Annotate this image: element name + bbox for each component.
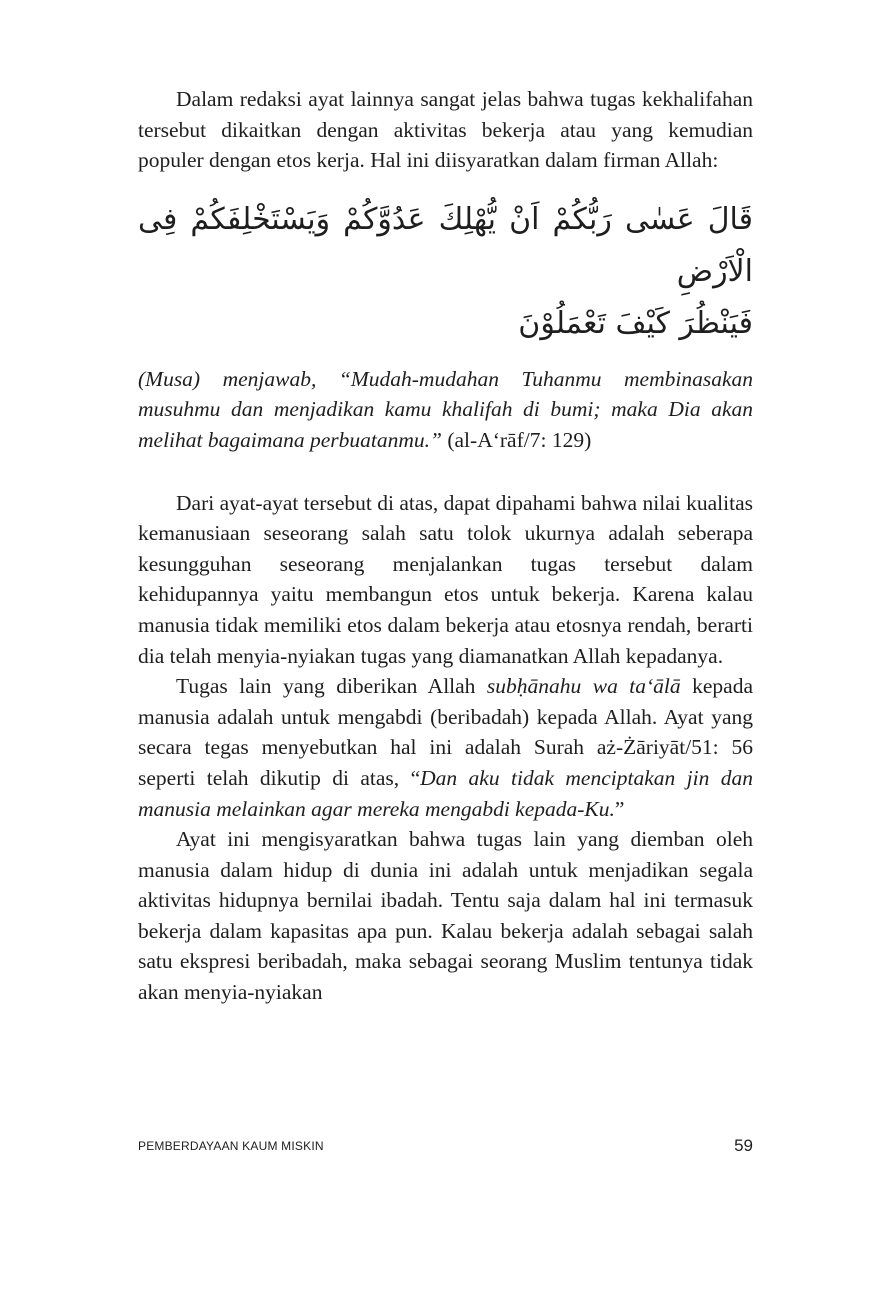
- paragraph-worship: [138, 671, 753, 824]
- running-title: PEMBERDAYAAN KAUM MISKIN: [138, 1139, 324, 1153]
- page-number: 59: [734, 1136, 753, 1155]
- paragraph-worship-italic-1: subḥānahu wa ta‘ālā: [486, 674, 681, 699]
- verse-translation: [138, 364, 753, 456]
- paragraph-worship-italic-2: Dan aku tidak menciptakan jin dan manusia melainkan agar mereka mengabdi kepada-Ku.: [138, 765, 753, 821]
- arabic-verse: [138, 194, 753, 350]
- arabic-verse-line-1: قَالَ عَسٰى رَبُّكُمْ اَنْ يُّهْلِكَ عَدُوَّكُمْ وَيَسْتَخْلِفَكُمْ فِى الْاَرْضِ: [138, 201, 753, 289]
- translation-text: (Musa) menjawab, “Mudah-mudahan Tuhanmu membinasakan musuhmu dan menjadikan kamu khalifah di bumi; maka Dia akan melihat bagaimana perbuatanmu.”: [138, 366, 753, 452]
- arabic-verse-line-2: فَيَنْظُرَ كَيْفَ تَعْمَلُوْنَ: [518, 305, 753, 341]
- verse-reference: (al-A‘rāf/7: 129): [441, 427, 592, 452]
- page-footer: [138, 1136, 753, 1161]
- paragraph-worship-part-3: ”: [614, 796, 625, 821]
- paragraph-quality: Dari ayat-ayat tersebut di atas, dapat dipahami bahwa nilai kualitas kemanusiaan seseorang salah satu tolok ukurnya adalah seberapa kesungguhan seseorang menjalankan tugas tersebut dalam kehidupannya yaitu membangun etos untuk bekerja. Karena kalau manusia tidak memiliki etos dalam bekerja atau etosnya rendah, berarti dia telah menyia-nyiakan tugas yang diamanatkan Allah kepadanya.: [138, 490, 753, 668]
- paragraph-intro: Dalam redaksi ayat lainnya sangat jelas bahwa tugas kekhalifahan tersebut dikaitkan dengan aktivitas bekerja atau yang kemudian populer dengan etos kerja. Hal ini diisyaratkan dalam firman Allah:: [138, 87, 753, 173]
- paragraph-worship-part-2: kepada manusia adalah untuk mengabdi (beribadah) kepada Allah. Ayat yang secara tegas menyebutkan hal ini adalah Surah aż-Żāriyāt/51: 56 seperti telah dikutip di atas, “: [138, 674, 753, 790]
- paragraph-ibadah: Ayat ini mengisyaratkan bahwa tugas lain yang diemban oleh manusia dalam hidup di dunia ini adalah untuk menjadikan segala aktivitas hidupnya bernilai ibadah. Tentu saja dalam hal ini termasuk bekerja dalam kapasitas apa pun. Kalau bekerja adalah sebagai salah satu ekspresi beribadah, maka sebagai seorang Muslim tentunya tidak akan menyia-nyiakan: [138, 827, 753, 1005]
- page-content: [138, 84, 753, 1008]
- paragraph-worship-part-1: Tugas lain yang diberikan Allah: [176, 674, 487, 699]
